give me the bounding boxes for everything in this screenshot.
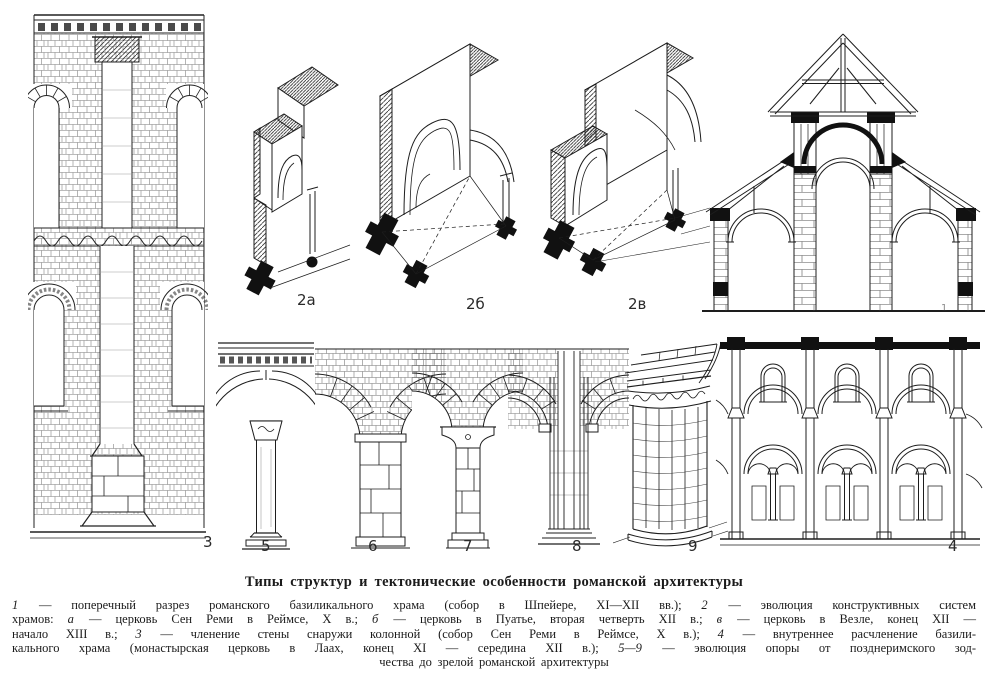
caption-title: Типы структур и тектонические особенности романской архитектуры <box>244 574 744 590</box>
figure-label-2b: 2б <box>466 295 485 313</box>
figure-label-2c: 2в <box>628 295 647 313</box>
figure-axonometric-poitiers <box>352 30 532 310</box>
caption-line: храмов: а — церковь Сен Реми в Реймсе, X в.; б — церковь в Пуатье, вторая четверть XII в.; в — церковь в Везле, конец XII — <box>12 612 976 627</box>
figure-label-4: 4 <box>948 537 958 555</box>
figure-label-6: 6 <box>368 537 378 555</box>
figure-label-8: 8 <box>572 537 582 555</box>
figure-pier-cylindrical <box>613 337 728 555</box>
figure-label-2a: 2а <box>297 291 316 309</box>
figure-pier-roman-column <box>216 337 316 555</box>
figure-label-5: 5 <box>261 537 271 555</box>
figure-label-3: 3 <box>203 533 213 551</box>
figure-cross-section-speyer <box>698 24 988 324</box>
caption-lines <box>12 598 976 669</box>
figure-label-7: 7 <box>463 537 473 555</box>
caption-line: 1 — поперечный разрез романского базиликального храма (собор в Шпейере, XI—XII вв.); 2 — эволюция конструктивных систем <box>12 598 976 612</box>
caption-block <box>12 574 976 669</box>
figure-axonometric-saint-remi <box>226 48 351 306</box>
caption-line: начало XIII в.; 3 — членение стены снаружи колонной (собор Сен Реми в Реймсе, X в.); 4 — внутреннее расчленение базили- <box>12 626 976 641</box>
figure-axonometric-vezelay <box>535 30 710 310</box>
caption-line: кального храма (монастырская церковь в Лаах, конец XI — середина XII в.); 5—9 — эволюция опоры от позднеримского зод- <box>12 640 976 655</box>
caption-line: чества до зрелой романской архитектуры <box>379 655 609 670</box>
figure-nave-interior-elevation <box>714 334 986 554</box>
figure-label-9: 9 <box>688 537 698 555</box>
figure-label-1: 1 <box>941 303 948 314</box>
figure-wall-elevation <box>28 10 208 545</box>
